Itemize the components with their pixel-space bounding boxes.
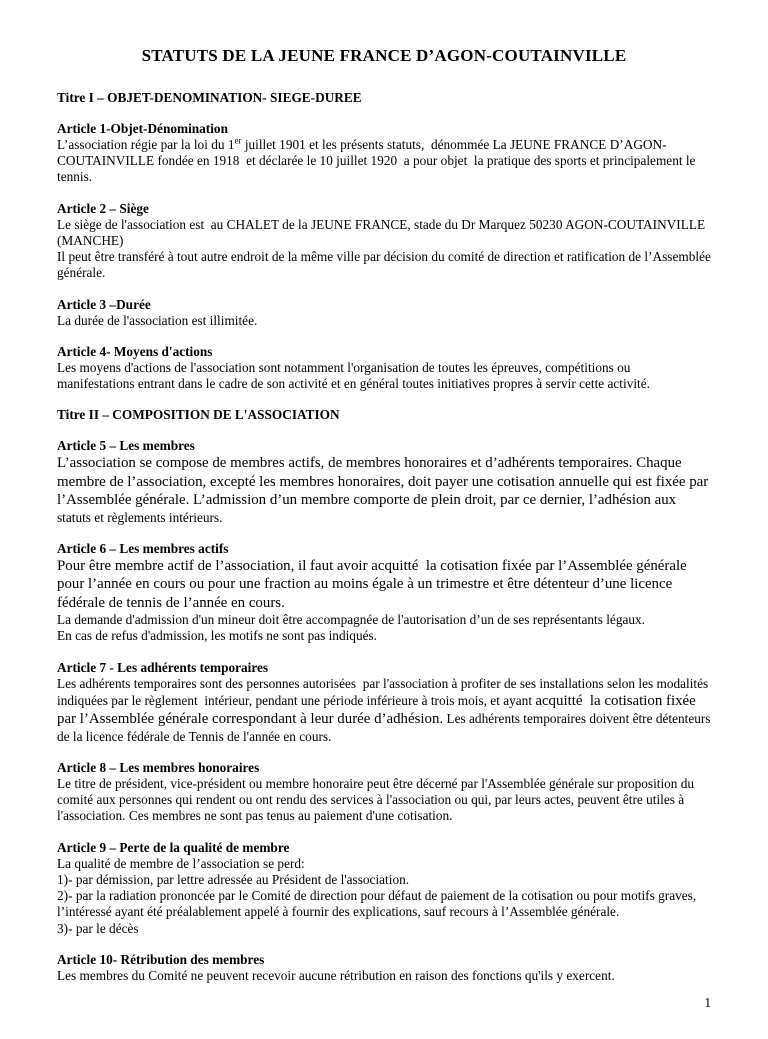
article-6-heading: Article 6 – Les membres actifs: [57, 540, 229, 556]
article-1: [57, 121, 711, 186]
article-7-text-segment-2: acquitté la cotisation fixée par l’Assemblée générale correspondant à leur durée d’adhésion.: [57, 692, 700, 728]
article-5-paragraph: [57, 454, 711, 526]
article-9-heading: Article 9 – Perte de la qualité de membre: [57, 839, 290, 855]
article-9-item-3: 3)- par le décès: [57, 920, 139, 936]
article-4-paragraph: Les moyens d'actions de l'association sont notamment l'organisation de toutes les épreuves, compétitions ou manifestations entrant dans le cadre de son activité et en général toutes initiatives propres à servir cette activité.: [57, 359, 650, 391]
article-9-intro: La qualité de membre de l’association se perd:: [57, 855, 305, 871]
article-5: [57, 438, 711, 526]
article-5-text-small: statuts et règlements intérieurs.: [57, 509, 223, 525]
article-1-paragraph: [57, 137, 711, 186]
article-3-paragraph: La durée de l'association est illimitée.: [57, 312, 258, 328]
ordinal-superscript: er: [234, 135, 242, 146]
article-1-heading: Article 1-Objet-Dénomination: [57, 121, 228, 136]
article-1-text-before-sup: L’association régie par la loi du 1: [57, 137, 235, 152]
article-3: [57, 297, 711, 329]
document-title: STATUTS DE LA JEUNE FRANCE D’AGON-COUTAINVILLE: [141, 46, 627, 65]
page-number: 1: [704, 995, 711, 1010]
article-6-paragraph-1: Pour être membre actif de l’association, il faut avoir acquitté la cotisation fixée par l’Assemblée générale pour l’année en cours ou pour une fraction au moins égale à un trimestre et être détenteur d’une licence fédérale de tennis de l’année en cours.: [57, 557, 691, 611]
article-3-heading: Article 3 –Durée: [57, 296, 151, 312]
article-10: [57, 952, 711, 984]
titre-2: [57, 407, 711, 423]
article-7: [57, 659, 714, 745]
article-9-item-2: 2)- par la radiation prononcée par le Comité de direction pour défaut de paiement de la cotisation ou pour motifs graves, l’intéressé ayant été préalablement appelé à fournir des explications, sauf recours à l’Assemblée générale.: [57, 888, 700, 920]
article-8-paragraph: Le titre de président, vice-président ou membre honoraire peut être décerné par l'Assemblée générale sur proposition du comité aux personnes qui rendent ou ont rendu des services à l'association ou qui, par leurs actes, peuvent être utiles à l'association. Ces membres ne sont pas tenus au paiement d'une cotisation.: [57, 776, 698, 824]
article-6-paragraph-3: En cas de refus d'admission, les motifs ne sont pas indiqués.: [57, 628, 377, 644]
article-10-paragraph: Les membres du Comité ne peuvent recevoir aucune rétribution en raison des fonctions qu'ils y exercent.: [57, 967, 615, 983]
article-6: [57, 541, 711, 645]
article-8: [57, 760, 711, 825]
titre-1: [57, 90, 711, 106]
article-4: [57, 344, 711, 392]
article-2-heading: Article 2 – Siège: [57, 200, 149, 216]
article-2: [57, 200, 715, 282]
article-4-heading: Article 4- Moyens d'actions: [57, 343, 213, 359]
titre-1-heading: Titre I – OBJET-DENOMINATION- SIEGE-DUREE: [57, 90, 362, 105]
article-7-text-segment-3: Les adhérents temporaires doivent être détenteurs de la licence fédérale de Tennis de l'année en cours.: [57, 711, 714, 744]
article-6-paragraph-2: La demande d'admission d'un mineur doit être accompagnée de l'autorisation d’un de ses représentants légaux.: [57, 612, 645, 628]
titre-2-heading: Titre II – COMPOSITION DE L'ASSOCIATION: [57, 407, 340, 423]
article-8-heading: Article 8 – Les membres honoraires: [57, 760, 260, 776]
article-7-text-segment-1: Les adhérents temporaires sont des personnes autorisées par l'association à profiter de ses installations selon les modalités indiquées par le règlement intérieur, pendant une période inférieure à trois mois, et ayant: [57, 675, 712, 708]
article-9: [57, 840, 711, 937]
article-7-paragraph: [57, 675, 714, 745]
article-9-item-1: 1)- par démission, par lettre adressée au Président de l'association.: [57, 871, 410, 887]
article-5-heading: Article 5 – Les membres: [57, 438, 195, 454]
article-5-text-large: L’association se compose de membres actifs, de membres honoraires et d’adhérents temporaires. Chaque membre de l’association, excepté les membres honoraires, doit payer une cotisation annuelle qui est fixée par l’Assemblée générale. L’admission d’un membre comporte de plein droit, par ce dernier, l’adhésion aux: [57, 455, 712, 509]
article-2-paragraph-1: Le siège de l'association est au CHALET de la JEUNE FRANCE, stade du Dr Marquez 50230 AGON-COUTAINVILLE (MANCHE): [57, 216, 712, 248]
article-2-paragraph-2: Il peut être transféré à tout autre endroit de la même ville par décision du comité de direction et ratification de l’Assemblée générale.: [57, 249, 715, 281]
article-1-text-after-sup: juillet 1901 et les présents statuts, dénommée La JEUNE FRANCE D’AGON-COUTAINVILLE fondée en 1918 et déclarée le 10 juillet 1920 a pour objet la pratique des sports et principalement le tennis.: [57, 137, 699, 185]
article-7-heading: Article 7 - Les adhérents temporaires: [57, 659, 269, 675]
article-10-heading: Article 10- Rétribution des membres: [57, 951, 265, 967]
